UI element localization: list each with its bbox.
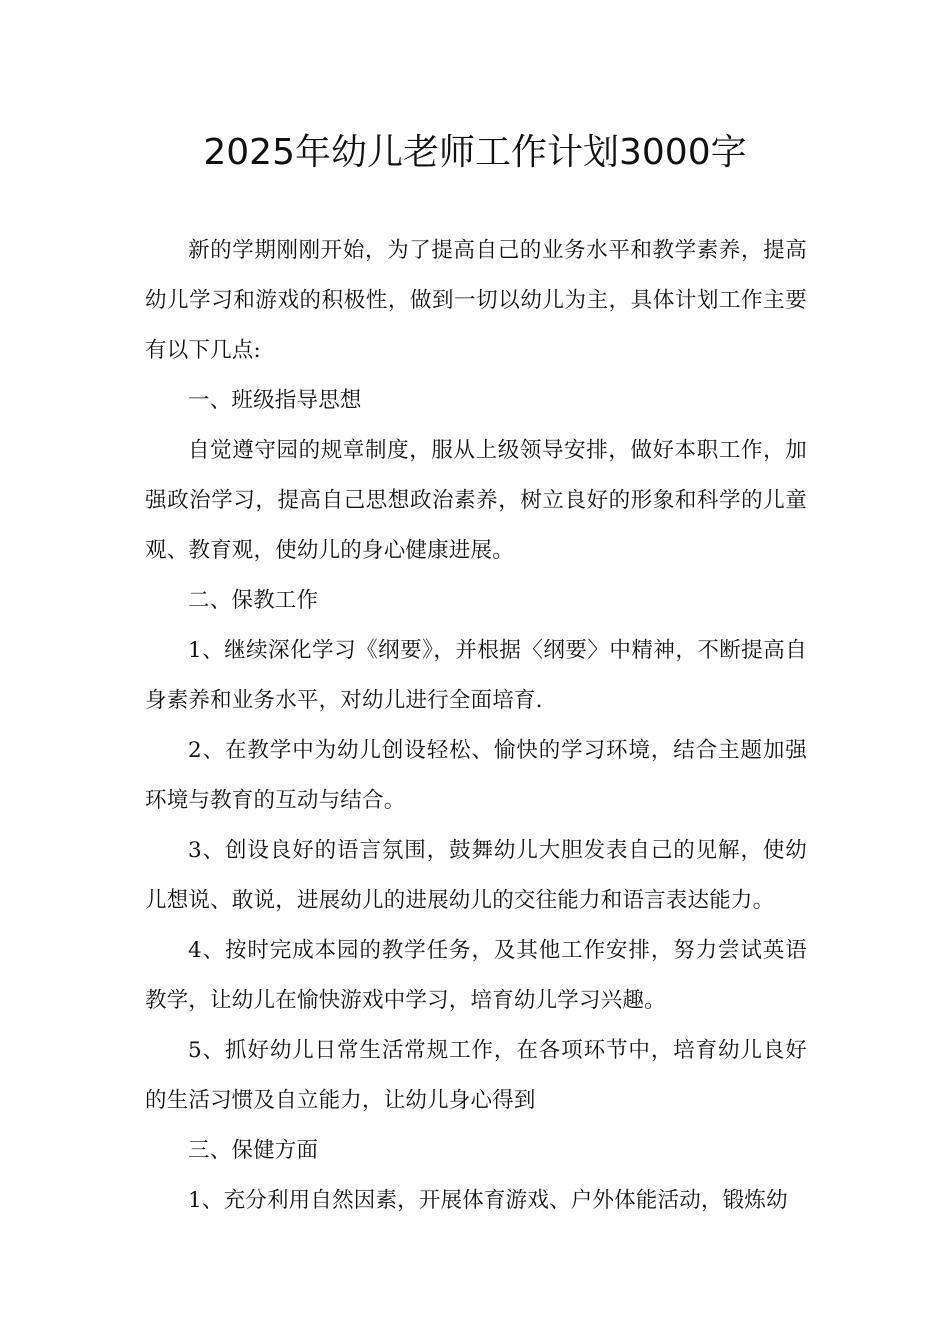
- section-heading-care-education: 二、保教工作: [188, 588, 319, 613]
- section-heading-health-care: 三、保健方面: [188, 1138, 319, 1163]
- document-title: 2025年幼儿老师工作计划3000字: [203, 132, 747, 173]
- section-heading-class-guidance: 一、班级指导思想: [188, 388, 362, 413]
- care-education-item-4: 4、按时完成本园的教学任务，及其他工作安排，努力尝试英语教学，让幼儿在愉快游戏中学习，培育幼儿学习兴趣。: [145, 938, 807, 1013]
- health-care-item-1: 1、充分利用自然因素，开展体育游戏、户外体能活动，锻炼幼: [188, 1188, 788, 1213]
- care-education-item-3: 3、创设良好的语言氛围，鼓舞幼儿大胆发表自己的见解，使幼儿想说、敢说，进展幼儿的进展幼儿的交往能力和语言表达能力。: [145, 838, 807, 913]
- intro-paragraph: 新的学期刚刚开始，为了提高自己的业务水平和教学素养，提高幼儿学习和游戏的积极性，做到一切以幼儿为主，具体计划工作主要有以下几点:: [145, 238, 807, 363]
- care-education-item-1: 1、继续深化学习《纲要》，并根据〈纲要〉中精神，不断提高自身素养和业务水平，对幼儿进行全面培育.: [145, 638, 807, 713]
- care-education-item-5: 5、抓好幼儿日常生活常规工作，在各项环节中，培育幼儿良好的生活习惯及自立能力，让幼儿身心得到: [145, 1038, 807, 1113]
- document-body: [145, 226, 807, 1226]
- care-education-item-2: 2、在教学中为幼儿创设轻松、愉快的学习环境，结合主题加强环境与教育的互动与结合。: [145, 738, 807, 813]
- class-guidance-paragraph: 自觉遵守园的规章制度，服从上级领导安排，做好本职工作，加强政治学习，提高自己思想政治素养，树立良好的形象和科学的儿童观、教育观，使幼儿的身心健康进展。: [145, 438, 807, 563]
